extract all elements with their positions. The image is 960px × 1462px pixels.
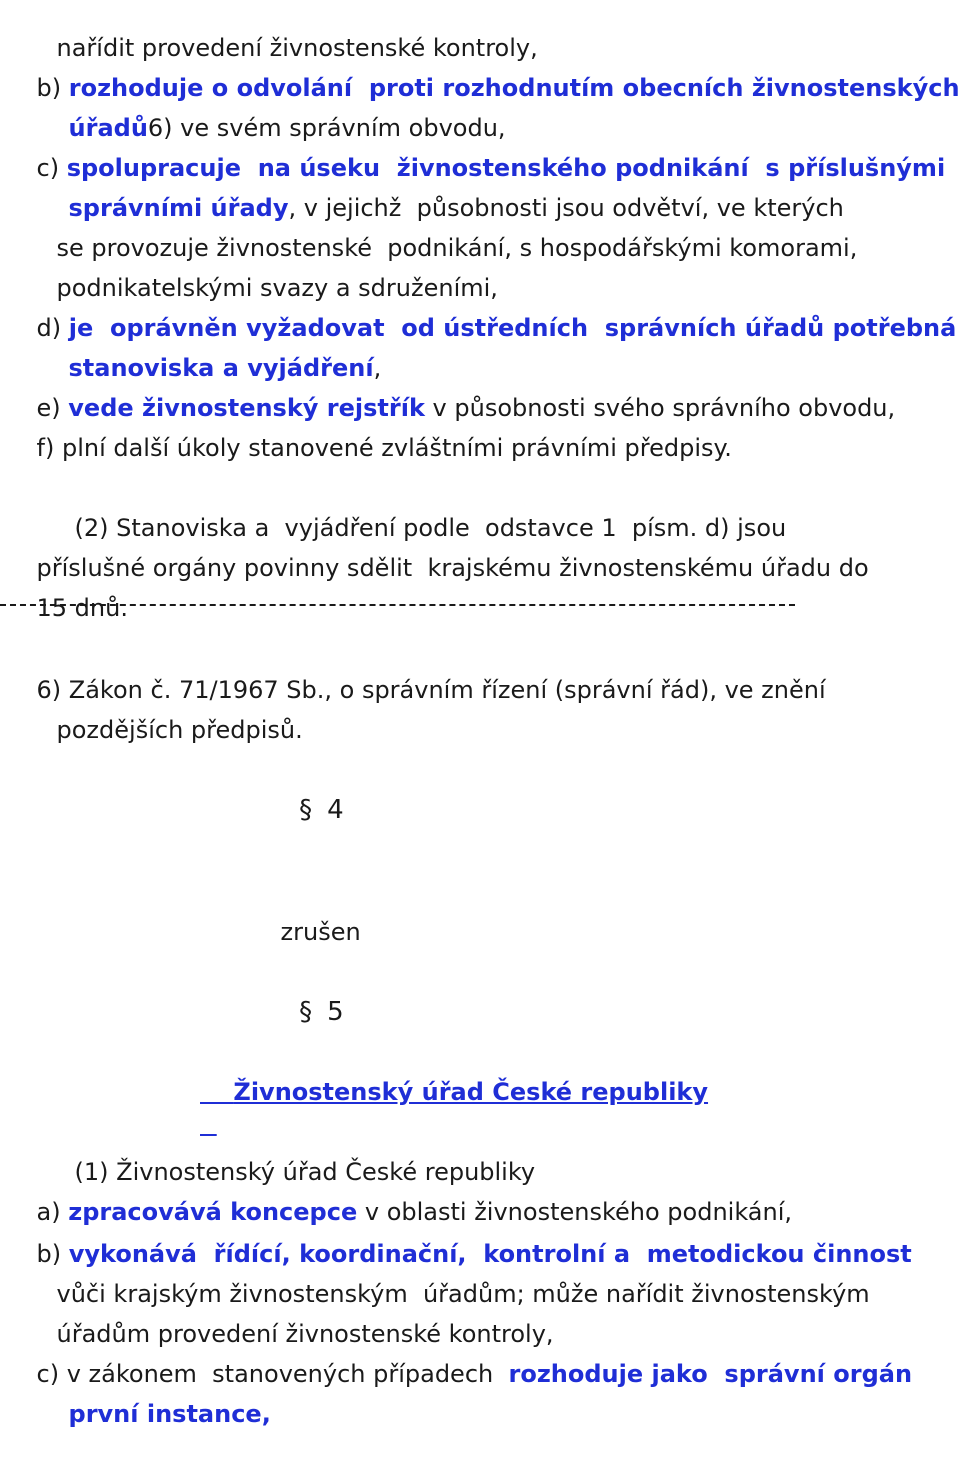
highlight-text: správními úřady [68, 194, 289, 222]
line-text: nařídit provedení živnostenské kontroly, [56, 34, 538, 62]
line-text: v oblasti živnostenského podnikání, [357, 1198, 793, 1226]
line-text: úřadům provedení živnostenské kontroly, [56, 1320, 554, 1348]
highlight-text: zpracovává koncepce [68, 1198, 358, 1226]
line-text: c) v zákonem stanovených případech [36, 1360, 509, 1388]
line-text: (2) Stanoviska a vyjádření podle odstavce 1 písm. d) jsou [74, 514, 787, 542]
line-text: , [373, 354, 382, 382]
highlight-text: stanoviska a vyjádření [68, 354, 374, 382]
highlight-text: první instance, [68, 1400, 271, 1428]
highlight-text: rozhoduje jako správní orgán [508, 1360, 913, 1388]
highlight-text: vede živnostenský rejstřík [68, 394, 425, 422]
line-text: 6) ve svém správním obvodu, [147, 114, 506, 142]
section-title-text: Živnostenský úřad České republiky [233, 1078, 709, 1106]
item-prefix: c) [36, 154, 67, 182]
highlight-text: úřadů [68, 114, 148, 142]
item-prefix: a) [36, 1198, 69, 1226]
text-line [38, 1366, 271, 1462]
footnote-divider [0, 604, 795, 606]
line-text: se provozuje živnostenské podnikání, s hospodářskými komorami, [56, 234, 858, 262]
line-text: v působnosti svého správního obvodu, [424, 394, 896, 422]
section-sign: § [299, 997, 313, 1027]
footnote-text: 6) Zákon č. 71/1967 Sb., o správním řízení (správní řád), ve znění [36, 676, 826, 704]
line-text: (1) Živnostenský úřad České republiky [74, 1158, 536, 1186]
section-number: 4 [327, 795, 344, 825]
highlight-text: je oprávněn vyžadovat od ústředních správních úřadů potřebná [68, 314, 957, 342]
item-prefix: d) [36, 314, 69, 342]
item-prefix: e) [36, 394, 69, 422]
line-text: podnikatelskými svazy a sdruženími, [56, 274, 498, 302]
highlight-text: vykonává řídící, koordinační, kontrolní a metodickou činnost [68, 1240, 912, 1268]
item-prefix: b) [36, 1240, 69, 1268]
footnote-text: pozdějších předpisů. [56, 716, 303, 744]
text-line [6, 520, 869, 616]
section-heading-4 [266, 762, 344, 858]
highlight-text: spolupracuje na úseku živnostenského podnikání s příslušnými [66, 154, 946, 182]
line-text: , v jejichž působnosti jsou odvětví, ve kterých [288, 194, 844, 222]
item-prefix: b) [36, 74, 69, 102]
line-text: 15 dnů. [36, 594, 128, 622]
line-text: příslušné orgány povinny sdělit krajskému živnostenskému úřadu do [36, 554, 869, 582]
line-text: vůči krajským živnostenským úřadům; může nařídit živnostenským [56, 1280, 870, 1308]
section-sign: § [299, 795, 313, 825]
line-text: f) plní další úkoly stanovené zvláštními právními předpisy. [36, 434, 732, 462]
repealed-text: zrušen [280, 918, 361, 946]
footnote-line [26, 682, 303, 778]
highlight-text: rozhoduje o odvolání proti rozhodnutím obecních živnostenských [68, 74, 960, 102]
section-number: 5 [327, 997, 344, 1027]
